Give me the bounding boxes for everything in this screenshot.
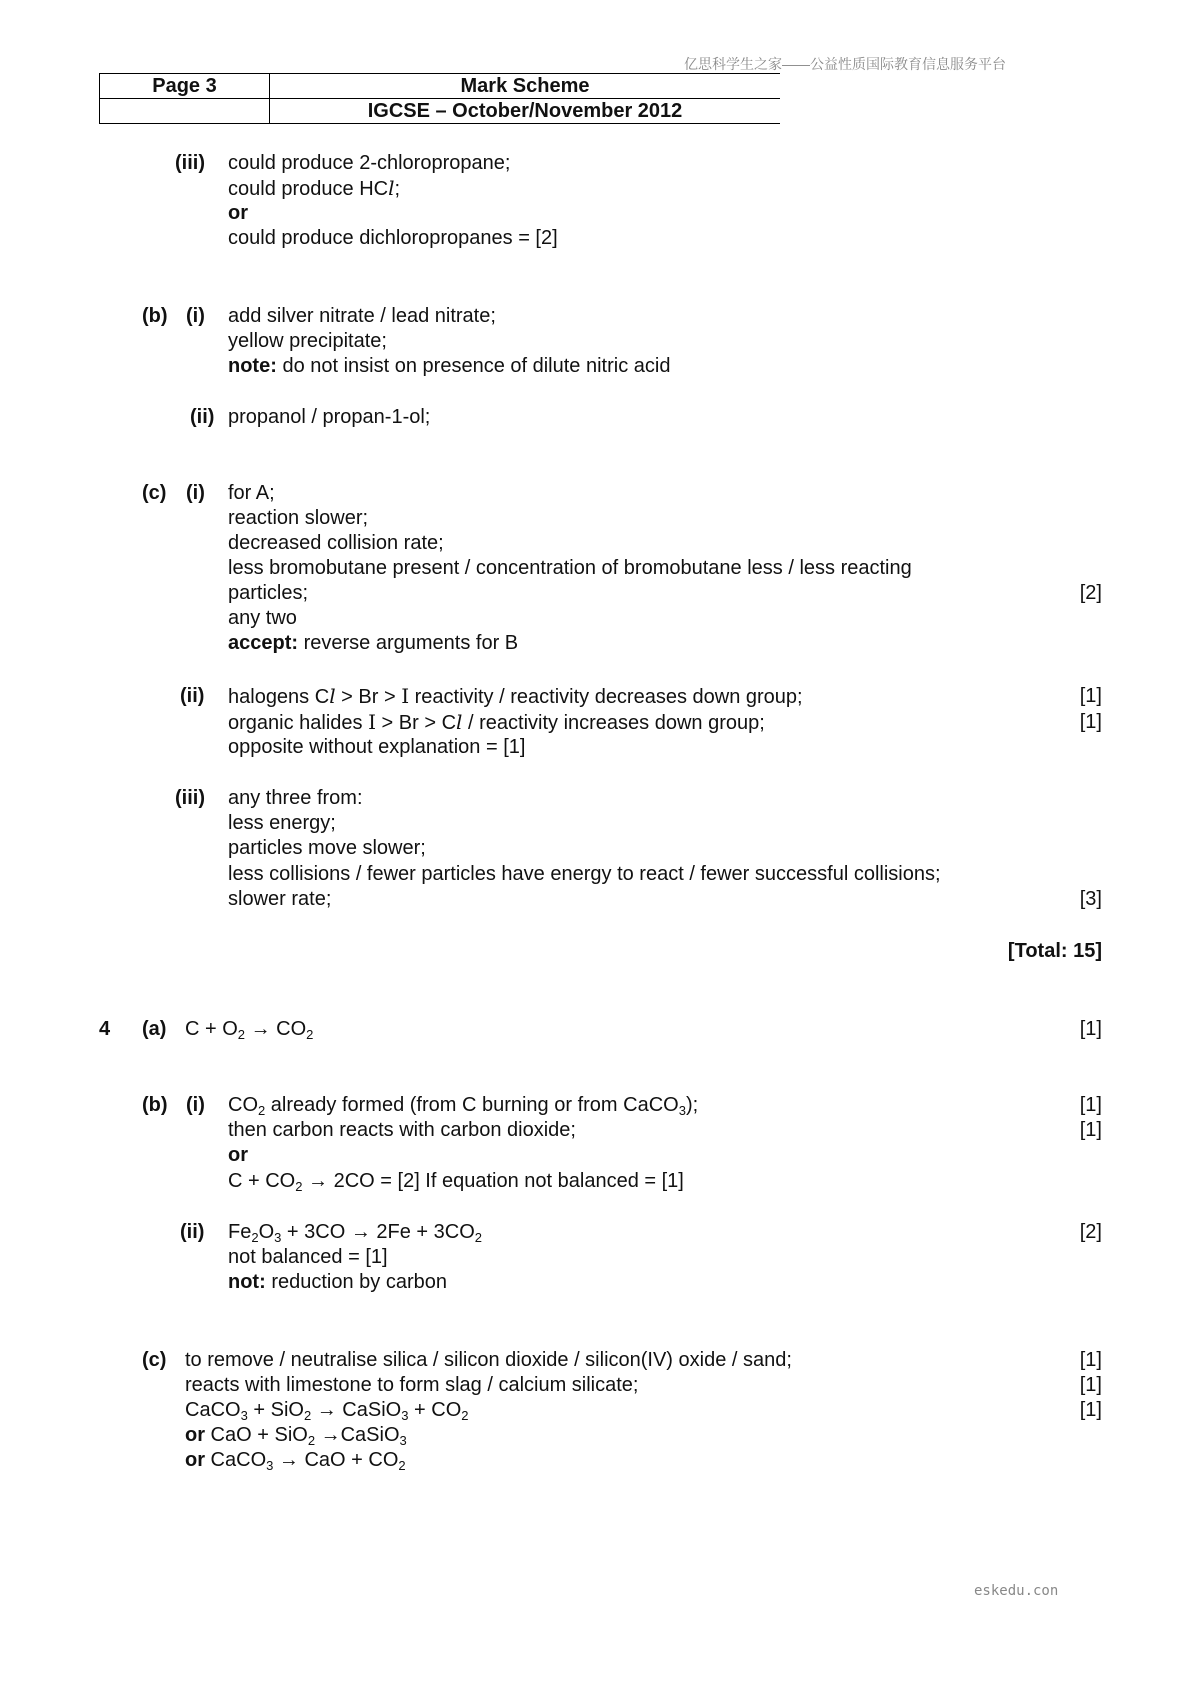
equation: $Fe_2O_3 + 3CO \to 2Fe + 3CO_2$ [228,1221,483,1245]
label-c-i: (i) [186,482,205,504]
watermark: 亿思科学生之家——公益性质国际教育信息服务平台 [684,56,1006,72]
answer-line: propanol / propan-1-ol; [228,406,431,428]
answer-line: yellow precipitate; [228,330,387,352]
answer-line: for A; [228,482,275,504]
or-keyword: or [228,1144,248,1166]
answer-line: any two [228,607,297,629]
answer-line: add silver nitrate / lead nitrate; [228,305,496,327]
exam-title: IGCSE – October/November 2012 [270,99,781,124]
total-marks: [Total: 15] [1007,940,1102,962]
label-a: (a) [142,1018,167,1040]
label-b: (b) [142,1094,168,1116]
answer-line: opposite without explanation = [1] [228,736,526,758]
label-c: (c) [142,482,167,504]
answer-line: less energy; [228,812,336,834]
not-line: not: reduction by carbon [228,1271,447,1293]
label-c-ii: (ii) [180,685,205,707]
answer-line: organic halides I > Br > Cl / reactivity increases down group; [228,710,765,734]
note-line: note: do not insist on presence of dilute nitric acid [228,355,671,377]
equation: or CaCO$_3$ → CaO + $CO_2$ [185,1449,406,1473]
mark: [1] [1079,1119,1102,1141]
or-keyword: or [228,202,248,224]
answer-line: slower rate; [228,888,332,910]
accept-line: accept: reverse arguments for B [228,632,519,654]
answer-line: could produce dichloropropanes = [2] [228,227,558,249]
mark: [1] [1079,1374,1102,1396]
answer-line: could produce HCl; [228,176,401,200]
mark: [1] [1079,685,1102,707]
label-b-i: (i) [186,305,205,327]
answer-line: halogens Cl > Br > I reactivity / reactivity decreases down group; [228,684,803,708]
answer-line: particles move slower; [228,837,426,859]
equation: $C + O_2 \to CO_2$ [185,1018,314,1042]
label-b-i: (i) [186,1094,205,1116]
answer-line: to remove / neutralise silica / silicon dioxide / silicon(IV) oxide / sand; [185,1349,792,1371]
label-a-iii: (iii) [175,152,205,174]
answer-line: less collisions / fewer particles have energy to react / fewer successful collisions; [228,863,941,885]
answer-line: reaction slower; [228,507,369,529]
mark: [3] [1079,888,1102,910]
equation: or CaO + SiO$_2$ →CaSiO$_3$ [185,1424,407,1448]
answer-line: could produce 2-chloropropane; [228,152,511,174]
label-c-iii: (iii) [175,787,205,809]
answer-line: $CO_2$ already formed (from C burning or from CaCO$_3$); [228,1094,699,1118]
answer-line: reacts with limestone to form slag / calcium silicate; [185,1374,639,1396]
mark: [1] [1079,1349,1102,1371]
mark: [2] [1079,582,1102,604]
mark: [1] [1079,1094,1102,1116]
question-number: 4 [99,1018,111,1040]
equation: CaCO$_3$ + SiO$_2$ → CaSiO$_3$ + $CO_2$ [185,1399,469,1423]
header-table [99,73,780,124]
answer-line: less bromobutane present / concentration of bromobutane less / less reacting [228,557,912,579]
mark: [1] [1079,711,1102,733]
header-blank-cell [100,99,270,124]
answer-line: decreased collision rate; [228,532,444,554]
equation: $C + CO_2 \to 2CO = [2]$ If equation not balanced = [1] [228,1170,684,1194]
label-b-ii: (ii) [190,406,215,428]
answer-line: particles; [228,582,309,604]
answer-line: then carbon reacts with carbon dioxide; [228,1119,576,1141]
mark: [1] [1079,1399,1102,1421]
footer-watermark: eskedu.con [974,1583,1059,1599]
label-c: (c) [142,1349,167,1371]
page-number: Page 3 [100,74,270,99]
label-b: (b) [142,305,168,327]
label-b-ii: (ii) [180,1221,205,1243]
mark: [2] [1079,1221,1102,1243]
answer-line: any three from: [228,787,363,809]
mark: [1] [1079,1018,1102,1040]
page-title: Mark Scheme [270,74,781,99]
answer-line: not balanced = [1] [228,1246,388,1268]
